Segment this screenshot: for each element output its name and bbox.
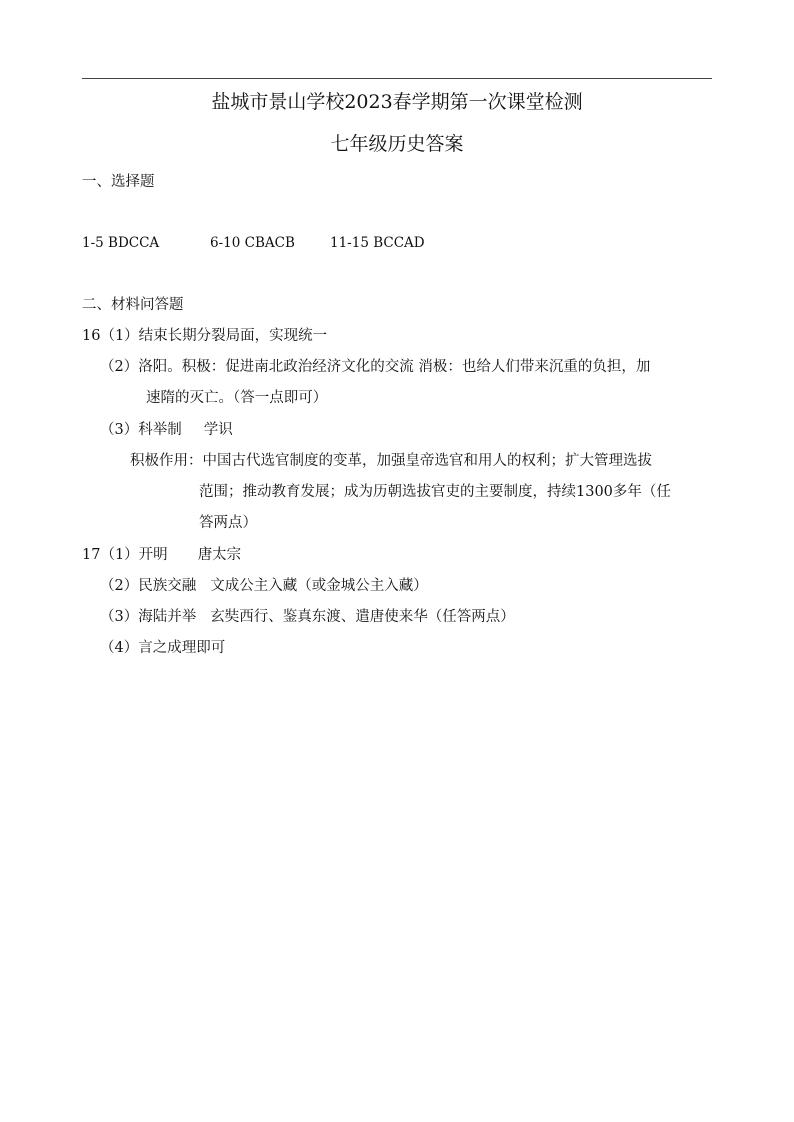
q16-number: 16 <box>82 328 101 344</box>
q17-part1-b: 唐太宗 <box>197 547 242 563</box>
q16-part3-b: 学识 <box>203 422 233 438</box>
mc-letters-1: BDCCA <box>108 235 160 251</box>
mc-range-2: 6-10 <box>210 235 245 251</box>
q17-part2-b: 文成公主入藏（或金城公主入藏） <box>210 578 428 594</box>
q17-part2 <box>100 576 428 596</box>
mc-range-3: 11-15 <box>330 235 374 251</box>
mc-range-1: 1-5 <box>82 235 109 251</box>
q16-part3-answer <box>100 420 233 440</box>
q17-part3 <box>100 607 515 627</box>
q17-number: 17 <box>82 547 101 563</box>
q16-part3-effect-line1: 积极作用：中国古代选官制度的变革，加强皇帝选官和用人的权利；扩大管理选拔 <box>130 453 652 469</box>
q16-part1 <box>82 326 327 346</box>
q16-part2-line1: （2）洛阳。积极：促进南北政治经济文化的交流 消极：也给人们带来沉重的负担，加 <box>100 359 651 375</box>
header-rule <box>82 78 712 79</box>
section2-heading: 二、材料问答题 <box>82 297 184 313</box>
q16-part3-effect-line3: 答两点） <box>199 515 257 531</box>
q16-part2-line2: 速隋的灭亡。（答一点即可） <box>146 390 328 406</box>
mc-answers-group-3 <box>330 233 425 253</box>
page-title: 盐城市景山学校2023春学期第一次课堂检测 <box>211 91 583 113</box>
page-subtitle: 七年级历史答案 <box>330 133 464 155</box>
mc-letters-2: CBACB <box>244 235 295 251</box>
q17-part2-a: （2）民族交融 <box>100 578 197 594</box>
q17-part4: （4）言之成理即可 <box>100 640 226 656</box>
q17-part3-b: 玄奘西行、鉴真东渡、遣唐使来华（任答两点） <box>210 609 515 625</box>
q17-part3-a: （3）海陆并举 <box>100 609 197 625</box>
mc-answers-row <box>82 233 159 253</box>
q16-part1-text: （1）结束长期分裂局面，实现统一 <box>100 328 328 344</box>
section1-heading: 一、选择题 <box>82 174 155 190</box>
mc-letters-3: BCCAD <box>373 235 425 251</box>
mc-answers-group-2 <box>210 233 295 253</box>
q17-part1-a: （1）开明 <box>100 547 168 563</box>
q17-part1 <box>82 545 241 565</box>
q16-part3-a: （3）科举制 <box>100 422 182 438</box>
q16-part3-effect-line2: 范围；推动教育发展；成为历朝选拔官吏的主要制度，持续1300多年（任 <box>199 484 671 500</box>
